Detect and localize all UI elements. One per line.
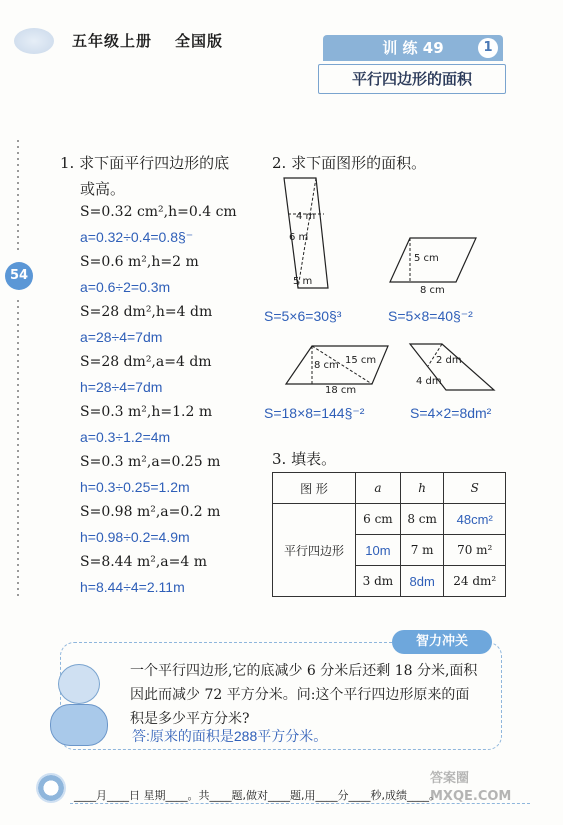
watermark: 答案圈 MXQE.COM xyxy=(430,771,512,804)
challenge-answer: 答:原来的面积是288平方分米。 xyxy=(132,728,328,744)
challenge-text-1: 一个平行四边形,它的底减少 6 分米后还剩 18 分米,面积 xyxy=(130,663,478,679)
fig4-label-2: 4 dm xyxy=(416,376,442,387)
fig1-label-1: 4 m xyxy=(296,211,316,222)
table-cell: 3 dm xyxy=(356,566,401,597)
mascot-illustration xyxy=(42,660,116,752)
fig2-label-2: 8 cm xyxy=(420,285,445,296)
grade-label: 五年级上册 xyxy=(72,32,153,50)
training-number-badge: 1 xyxy=(478,38,498,58)
fig1-label-3: 5 m xyxy=(293,276,313,287)
table-cell: 6 cm xyxy=(356,504,401,535)
q1-given: S=0.3 m²,h=1.2 m xyxy=(80,404,213,420)
edition-label: 全国版 xyxy=(175,32,224,50)
fig3-label-3: 18 cm xyxy=(325,385,357,396)
q1-given: S=8.44 m²,a=4 m xyxy=(80,554,207,570)
fig2-label-1: 5 cm xyxy=(414,253,439,264)
q1-answer: h=0.3÷0.25=1.2m xyxy=(80,479,190,495)
table-cell: 7 m xyxy=(400,535,444,566)
table-cell: 70 m² xyxy=(444,535,506,566)
header-cell-s: S xyxy=(444,473,506,504)
q1-answer: h=8.44÷4=2.11m xyxy=(80,579,185,595)
table-cell: 24 dm² xyxy=(444,566,506,597)
q2-title: 2. 求下面图形的面积。 xyxy=(272,154,427,172)
q1-answer: a=0.32÷0.4=0.8§⁻ xyxy=(80,229,194,245)
fig3-label-1: 15 cm xyxy=(345,355,377,366)
q1-given: S=0.98 m²,a=0.2 m xyxy=(80,504,221,520)
q1-answer: a=0.3÷1.2=4m xyxy=(80,429,171,445)
training-label: 训 练 49 xyxy=(382,39,444,57)
q1-given: S=0.3 m²,a=0.25 m xyxy=(80,454,221,470)
header-logo xyxy=(14,28,54,54)
q1-title-b: 或高。 xyxy=(80,180,126,198)
table-cell-answer: 48cm² xyxy=(444,504,506,535)
q1-answer: a=28÷4=7dm xyxy=(80,329,163,345)
footer-record: ____月____日 星期____。共____题,做对____题,用____分____秒,成绩____。 xyxy=(74,789,440,802)
fig1-label-2: 6 m xyxy=(289,232,309,243)
training-title xyxy=(323,35,503,61)
margin-dots-bottom xyxy=(17,300,19,600)
challenge-badge: 智力冲关 xyxy=(392,630,492,654)
q1-answer: a=0.6÷2=0.3m xyxy=(80,279,171,295)
q1-title-a: 1. 求下面平行四边形的底 xyxy=(60,154,230,172)
q1-answer: h=0.98÷0.2=4.9m xyxy=(80,529,190,545)
table-cell-answer: 8dm xyxy=(400,566,444,597)
footer-rosette-icon xyxy=(36,773,66,803)
q1-given: S=28 dm²,h=4 dm xyxy=(80,304,213,320)
q1-given: S=0.32 cm²,h=0.4 cm xyxy=(80,204,237,220)
table-cell-answer: 10m xyxy=(356,535,401,566)
mascot-body xyxy=(50,704,108,746)
table-cell: 8 cm xyxy=(400,504,444,535)
q3-table xyxy=(272,472,506,597)
mascot-head xyxy=(58,664,100,704)
shape-cell: 平行四边形 xyxy=(273,504,356,597)
header-cell-a: a xyxy=(356,473,401,504)
lesson-subtitle: 平行四边形的面积 xyxy=(318,64,506,94)
challenge-text-3: 积是多少平方分米? xyxy=(130,711,250,727)
q1-given: S=28 dm²,a=4 dm xyxy=(80,354,212,370)
q1-given: S=0.6 m²,h=2 m xyxy=(80,254,199,270)
q3-title: 3. 填表。 xyxy=(272,450,337,468)
page-number-badge: 54 xyxy=(5,262,33,290)
margin-dots-top xyxy=(17,140,19,250)
fig4-label-1: 2 dm xyxy=(436,355,462,366)
challenge-text-2: 因此而减少 72 平方分米。问:这个平行四边形原来的面 xyxy=(130,687,470,703)
fig4-answer: S=4×2=8dm² xyxy=(410,405,492,421)
figures-svg xyxy=(270,170,510,420)
fig1-answer: S=5×6=30§³ xyxy=(264,308,342,324)
table-row xyxy=(273,504,506,535)
header-cell-h: h xyxy=(400,473,444,504)
fig3-label-2: 8 cm xyxy=(314,360,339,371)
fig2-answer: S=5×8=40§⁻² xyxy=(388,308,473,324)
table-header-row xyxy=(273,473,506,504)
header-cell-shape: 图 形 xyxy=(273,473,356,504)
fig3-answer: S=18×8=144§⁻² xyxy=(264,405,365,421)
q1-answer: h=28÷4=7dm xyxy=(80,379,163,395)
